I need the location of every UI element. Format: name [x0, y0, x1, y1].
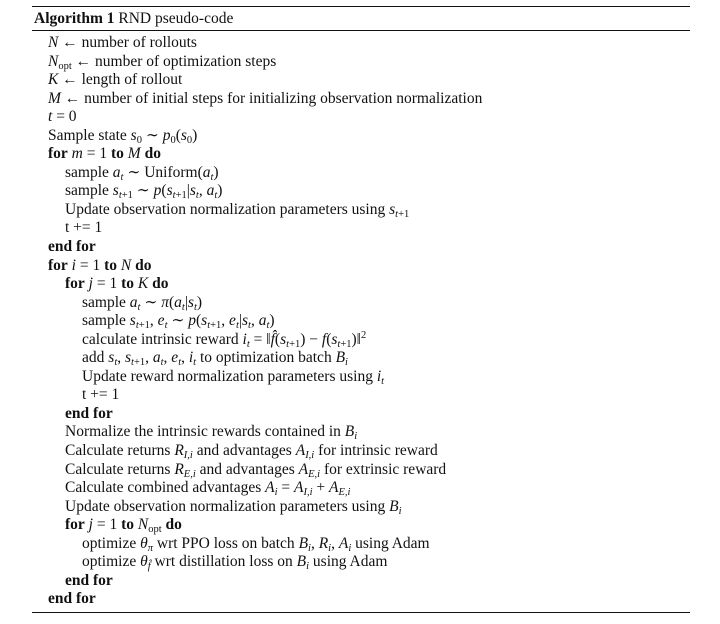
algorithm-line-5: t = 0	[48, 108, 77, 126]
algorithm-label: Algorithm 1	[34, 10, 115, 27]
algorithm-line-1: N ← number of rollouts	[48, 34, 197, 51]
algorithm-line-2: $N_{opt}$ ← number of optimization steps	[48, 52, 277, 72]
algorithm-line-9: sample $s_{t+1}$ ∼ $p(s_{t+1}|s_t$, $a_t$)	[65, 182, 223, 202]
algorithm-title: RND pseudo-code	[118, 10, 234, 27]
algorithm-line-11: t += 1	[65, 219, 103, 237]
algorithm-line-21: end for	[65, 404, 113, 422]
algorithm-line-19: Update reward normalization parameters using $i_t$	[82, 367, 385, 387]
algorithm-line-25: Calculate combined advantages $A_i = A_{I,i} + A_{E,i}$	[65, 479, 351, 499]
algorithm-line-3: K ← length of rollout	[48, 71, 183, 89]
algorithm-line-15: sample $a_t$ ∼ $\pi(a_t|s_t)$	[82, 293, 203, 313]
algorithm-line-24: Calculate returns $R_{E,i}$ and advantages $A_{E,i}$ for extrinsic reward	[65, 460, 447, 480]
algorithm-line-17: calculate intrinsic reward $i_t$ = $‖f̂(s_{t+1})$ − $f(s_{t+1})‖^2$	[82, 329, 367, 350]
algorithm-line-27: for j = 1 to $N_{opt}$ do	[65, 516, 182, 536]
algorithm-line-14: for j = 1 to K do	[65, 275, 169, 293]
algorithm-line-12: end for	[48, 238, 96, 256]
algorithm-line-22: Normalize the intrinsic rewards contained in $B_i$	[65, 423, 358, 443]
algorithm-line-30: end for	[65, 571, 113, 589]
algorithm-body	[32, 31, 690, 609]
algorithm-line-31: end for	[48, 590, 96, 608]
algorithm-line-8: sample $a_t$ ∼ $Uniform(a_t)$	[65, 163, 219, 183]
algorithm-line-10: Update observation normalization parameters using $s_{t+1}$	[65, 200, 410, 220]
algorithm-line-6: Sample state $s_0$ ∼ $p_0(s_0)$	[48, 126, 198, 146]
algorithm-line-18: add $s_t$, $s_{t+1}$, $a_t$, $e_t$, $i_t$ to optimization batch $B_i$	[82, 349, 348, 369]
algorithm-line-20: t += 1	[82, 386, 120, 404]
algorithm-line-28: optimize $\theta_\pi$ wrt PPO loss on batch $B_i$, $R_i$, $A_i$ using Adam	[82, 534, 430, 554]
algorithm-line-29: optimize $\theta_{f̂}$ wrt distillation loss on $B_i$ using Adam	[82, 553, 388, 573]
algorithm-line-4: M ← number of initial steps for initializing observation normalization	[48, 89, 483, 107]
algorithm-line-16: sample $s_{t+1}$, $e_t$ ∼ $p(s_{t+1}$, $e_t|s_t$, $a_t$)	[82, 312, 275, 332]
algorithm-block	[32, 6, 690, 613]
algorithm-line-13: for i = 1 to N do	[48, 256, 152, 274]
bottom-rule	[32, 612, 690, 613]
algorithm-line-7: for m = 1 to M do	[48, 145, 161, 163]
algorithm-line-23: Calculate returns $R_{I,i}$ and advantages $A_{I,i}$ for intrinsic reward	[65, 442, 438, 462]
algorithm-line-26: Update observation normalization parameters using $B_i$	[65, 497, 402, 517]
algorithm-caption	[32, 7, 690, 30]
